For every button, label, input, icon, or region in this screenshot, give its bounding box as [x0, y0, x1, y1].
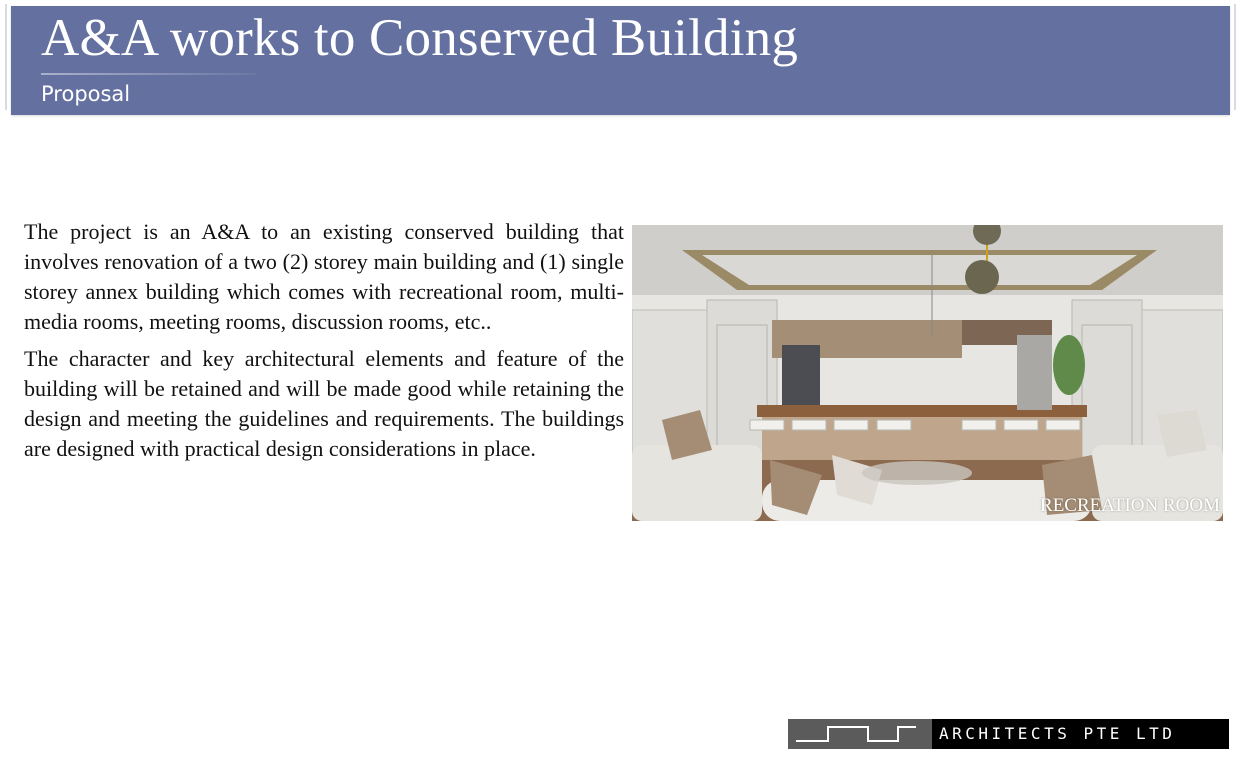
paragraph-2: The character and key architectural elements and feature of the building will be retained and will be made good while retaining the design and meeting the guidelines and requirements. The buildings are designed with practical design considerations in place.	[24, 346, 624, 461]
description-text	[24, 217, 624, 471]
company-logo	[788, 719, 1229, 749]
logo-text: ARCHITECTS PTE LTD	[939, 724, 1176, 743]
title-underline	[41, 73, 256, 75]
recreation-room-rendering	[632, 225, 1223, 521]
slide-frame-right	[1234, 4, 1236, 110]
room-rendering-image	[632, 225, 1223, 521]
paragraph-1: The project is an A&A to an existing conserved building that involves renovation of a two (2) storey main building and (1) single storey annex building which comes with recreational room, multi-media rooms, meeting rooms, discussion rooms, etc..	[24, 219, 624, 334]
image-caption: RECREATION ROOM	[1040, 495, 1220, 516]
architect-logo-mark-icon	[788, 719, 932, 749]
title-banner	[11, 6, 1230, 115]
slide-frame-left	[5, 4, 7, 110]
page-title: A&A works to Conserved Building	[41, 9, 799, 67]
page-subtitle: Proposal	[41, 82, 131, 106]
